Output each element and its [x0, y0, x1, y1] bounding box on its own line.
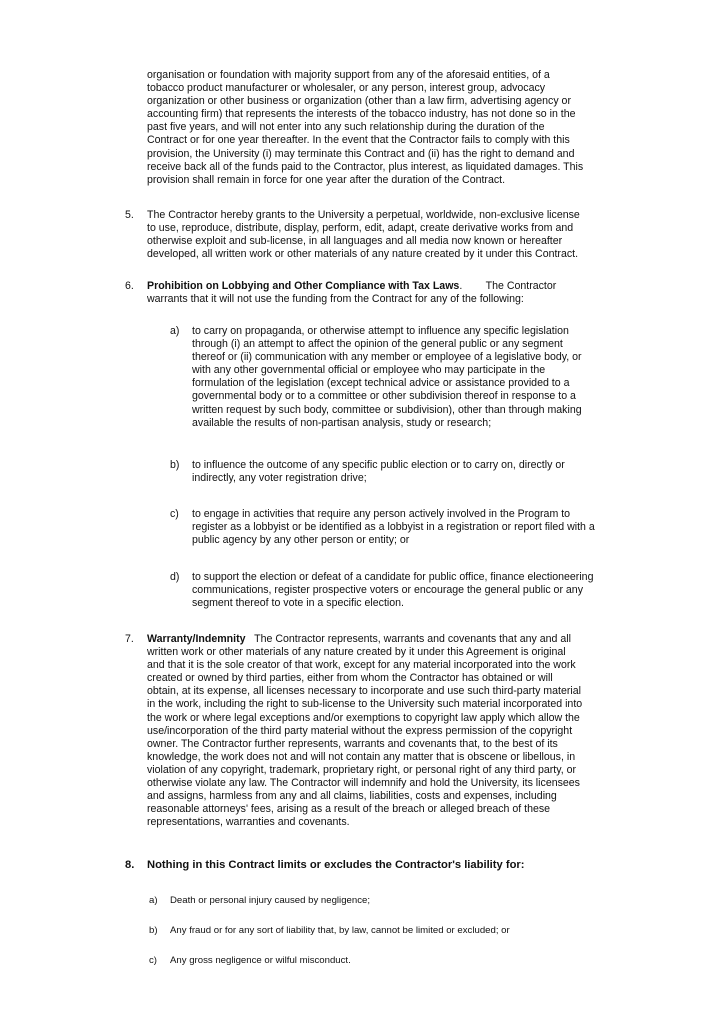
text-line: owner. The Contractor further represents, warrants and covenants that, to the best of its — [147, 737, 558, 750]
text-line: warrants that it will not use the funding from the Contract for any of the following: — [147, 293, 524, 306]
clause-number: 5. — [125, 209, 134, 221]
clause-heading: Prohibition on Lobbying and Other Compliance with Tax Laws — [147, 280, 460, 292]
text-line: and that it is the sole creator of that work, except for any material incorporated into the work — [147, 659, 576, 672]
text-line: organization or other business or organization (other than a law firm, advertising agency or — [147, 95, 571, 108]
text-line: created or owned by third parties, either from whom the Contractor has obtained or will — [147, 672, 553, 685]
clause-number: 8. — [125, 859, 135, 871]
text-line: reasonable attorneys' fees, arising as a result of the breach or alleged breach of these — [147, 803, 551, 816]
clause-text — [147, 633, 675, 829]
text-line: The Contractor represents, warrants and covenants that any and all — [245, 633, 571, 645]
list-item: Any gross negligence or wilful misconduct. — [170, 955, 351, 966]
text-line: governmental body or to a committee or other subdivision thereof in response to a — [192, 390, 576, 403]
text-line: obtain, at its expense, all licenses necessary to incorporate and use such third-party material — [147, 685, 581, 698]
list-item — [192, 325, 662, 430]
list-letter: c) — [170, 508, 179, 520]
list-letter: d) — [170, 571, 180, 583]
list-letter: b) — [170, 459, 180, 471]
text-line: indirectly, any voter registration drive; — [192, 472, 367, 485]
list-letter: c) — [149, 955, 157, 966]
text-line: available the results of non-partisan analysis, study or research; — [192, 416, 492, 429]
text-line: The Contractor hereby grants to the University a perpetual, worldwide, non-exclusive license — [147, 209, 580, 221]
list-letter: a) — [149, 895, 158, 906]
clause-heading-line — [147, 280, 675, 293]
text-line: in the work, including the right to sub-license to the University such material incorporated into — [147, 698, 583, 711]
text-line: developed, all written work or other materials of any nature created by it under this Contract. — [147, 248, 579, 261]
text-line: written request by such body, committee or subdivision), other than through making — [192, 403, 582, 416]
clause-number: 7. — [125, 633, 134, 645]
text-line: segment thereof to vote in a specific election. — [192, 597, 404, 610]
text-line: violation of any copyright, trademark, proprietary right, or personal right of any third party, or — [147, 763, 577, 776]
text-line: provision shall remain in force for one year after the duration of the Contract. — [147, 173, 506, 186]
list-letter: a) — [170, 325, 180, 337]
text-line: with any other governmental official or employee who may participate in the — [192, 364, 546, 377]
clause-text — [147, 209, 675, 261]
text-line: and assigns, harmless from any and all claims, liabilities, costs and expenses, including — [147, 790, 557, 803]
clause-number: 6. — [125, 280, 134, 292]
text-line: tobacco product manufacturer or wholesaler, or any person, interest group, advocacy — [147, 82, 546, 95]
text-line: Contract or for one year thereafter. In the event that the Contractor fails to comply with this — [147, 134, 570, 147]
text-line: communications, register prospective voters or encourage the general public or any — [192, 584, 583, 597]
text-line: to influence the outcome of any specific public election or to carry on, directly or — [192, 459, 565, 471]
text-line: otherwise exploit and sub-license, in all languages and all media now known or hereafter — [147, 235, 563, 248]
text-line: provision, the University (i) may terminate this Contract and (ii) has the right to demand and — [147, 147, 575, 160]
text-line: thereof or (ii) communication with any member or employee of a legislative body, or — [192, 351, 582, 364]
text-line: past five years, and will not enter into any such relationship during the duration of the — [147, 121, 545, 134]
text-line: knowledge, the work does not and will not contain any matter that is obscene or libellous, in — [147, 750, 576, 763]
text-line: accounting firm) that represents the interests of the tobacco industry, has not done so in the — [147, 108, 576, 121]
clause-heading: Nothing in this Contract limits or excludes the Contractor's liability for: — [147, 859, 525, 871]
heading-tail: . The Contractor — [459, 280, 557, 292]
text-line: representations, warranties and covenants. — [147, 816, 350, 829]
list-item — [192, 571, 662, 610]
list-item — [192, 508, 662, 547]
text-line: receive back all of the funds paid to the Contractor, plus interest, as liquidated damages. This — [147, 160, 584, 173]
text-line: to use, reproduce, distribute, display, perform, edit, adapt, create derivative works from and — [147, 222, 574, 235]
text-line: to carry on propaganda, or otherwise attempt to influence any specific legislation — [192, 325, 569, 337]
text-line: public agency by any other person or entity; or — [192, 534, 410, 547]
list-item — [192, 459, 662, 485]
text-line: written work or other materials of any nature created by it under this Agreement is original — [147, 646, 566, 659]
clause-heading-line — [147, 633, 675, 646]
text-line: formulation of the legislation (except technical advice or assistance provided to a — [192, 377, 570, 390]
text-line: to support the election or defeat of a candidate for public office, finance electioneering — [192, 571, 594, 583]
list-letter: b) — [149, 925, 158, 936]
text-line: register as a lobbyist or be identified as a lobbyist in a registration or report filed with a — [192, 521, 595, 534]
list-item: Death or personal injury caused by negligence; — [170, 895, 370, 906]
intro-paragraph — [147, 69, 675, 187]
text-line: through (i) an attempt to affect the opinion of the general public or any segment — [192, 338, 563, 351]
text-line: to engage in activities that require any person actively involved in the Program to — [192, 508, 571, 520]
text-line: use/incorporation of the third party material without the express permission of the copyright — [147, 724, 573, 737]
text-line: organisation or foundation with majority support from any of the aforesaid entities, of a — [147, 69, 550, 81]
clause-text — [147, 280, 675, 306]
text-line: otherwise violate any law. The Contractor will indemnify and hold the University, its licensees — [147, 777, 580, 790]
list-item: Any fraud or for any sort of liability that, by law, cannot be limited or excluded; or — [170, 925, 510, 936]
clause-heading: Warranty/Indemnity — [147, 633, 246, 645]
text-line: the work or where legal exceptions and/or exemptions to copyright law apply which allow the — [147, 711, 580, 724]
